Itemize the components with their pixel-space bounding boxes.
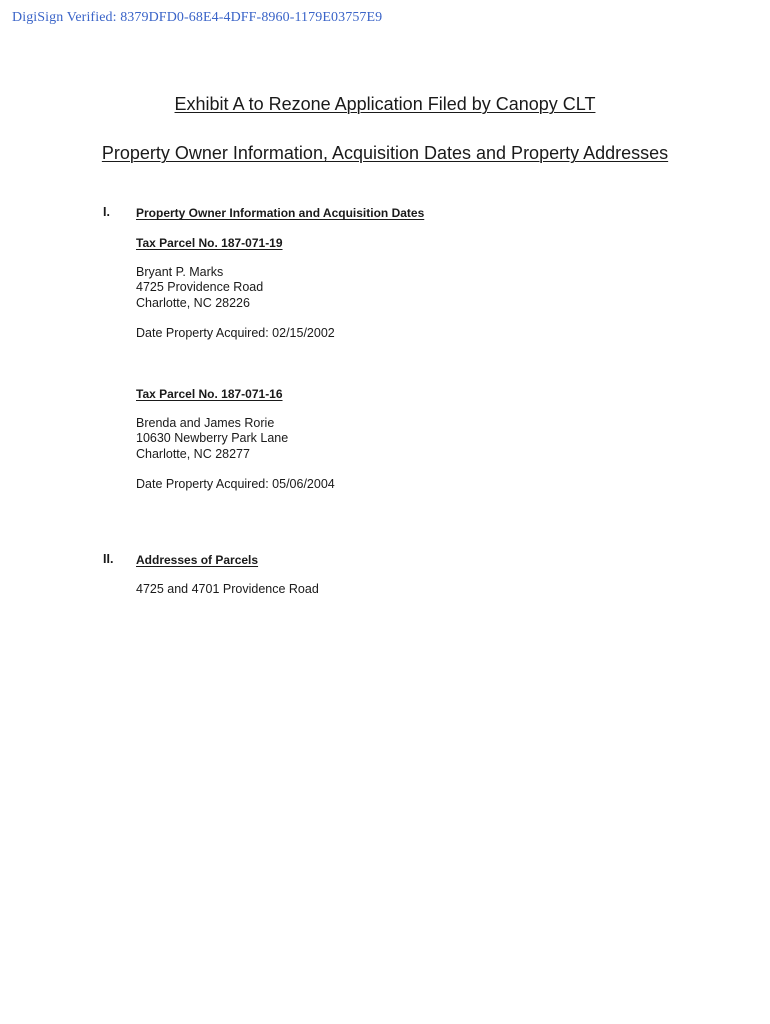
section-2-number: II. [103, 552, 114, 566]
parcel-1-owner: Bryant P. Marks [136, 265, 224, 279]
parcel-2-owner-address [136, 416, 288, 462]
parcel-1-acquired-date: Date Property Acquired: 02/15/2002 [136, 326, 335, 340]
section-1-heading: Property Owner Information and Acquisition Dates [136, 206, 425, 220]
digisign-verification-stamp: DigiSign Verified: 8379DFD0-68E4-4DFF-8960-1179E03757E9 [12, 10, 383, 25]
parcel-1-label: Tax Parcel No. 187-071-19 [136, 236, 283, 250]
section-2-heading: Addresses of Parcels [136, 553, 259, 567]
parcel-2-city: Charlotte, NC 28277 [136, 446, 250, 461]
parcel-2-acquired-date: Date Property Acquired: 05/06/2004 [136, 477, 335, 491]
document-subtitle: Property Owner Information, Acquisition Dates and Property Addresses [101, 143, 669, 163]
parcel-2-street: 10630 Newberry Park Lane [136, 431, 289, 446]
parcel-2-owner: Brenda and James Rorie [136, 416, 275, 430]
parcel-1-city: Charlotte, NC 28226 [136, 295, 250, 310]
section-1-number: I. [103, 205, 110, 219]
parcel-1-owner-address [136, 265, 263, 311]
parcel-2-label: Tax Parcel No. 187-071-16 [136, 387, 283, 401]
document-title: Exhibit A to Rezone Application Filed by Canopy CLT [174, 94, 596, 114]
section-2-addresses: 4725 and 4701 Providence Road [136, 582, 319, 596]
parcel-1-street: 4725 Providence Road [136, 280, 264, 295]
